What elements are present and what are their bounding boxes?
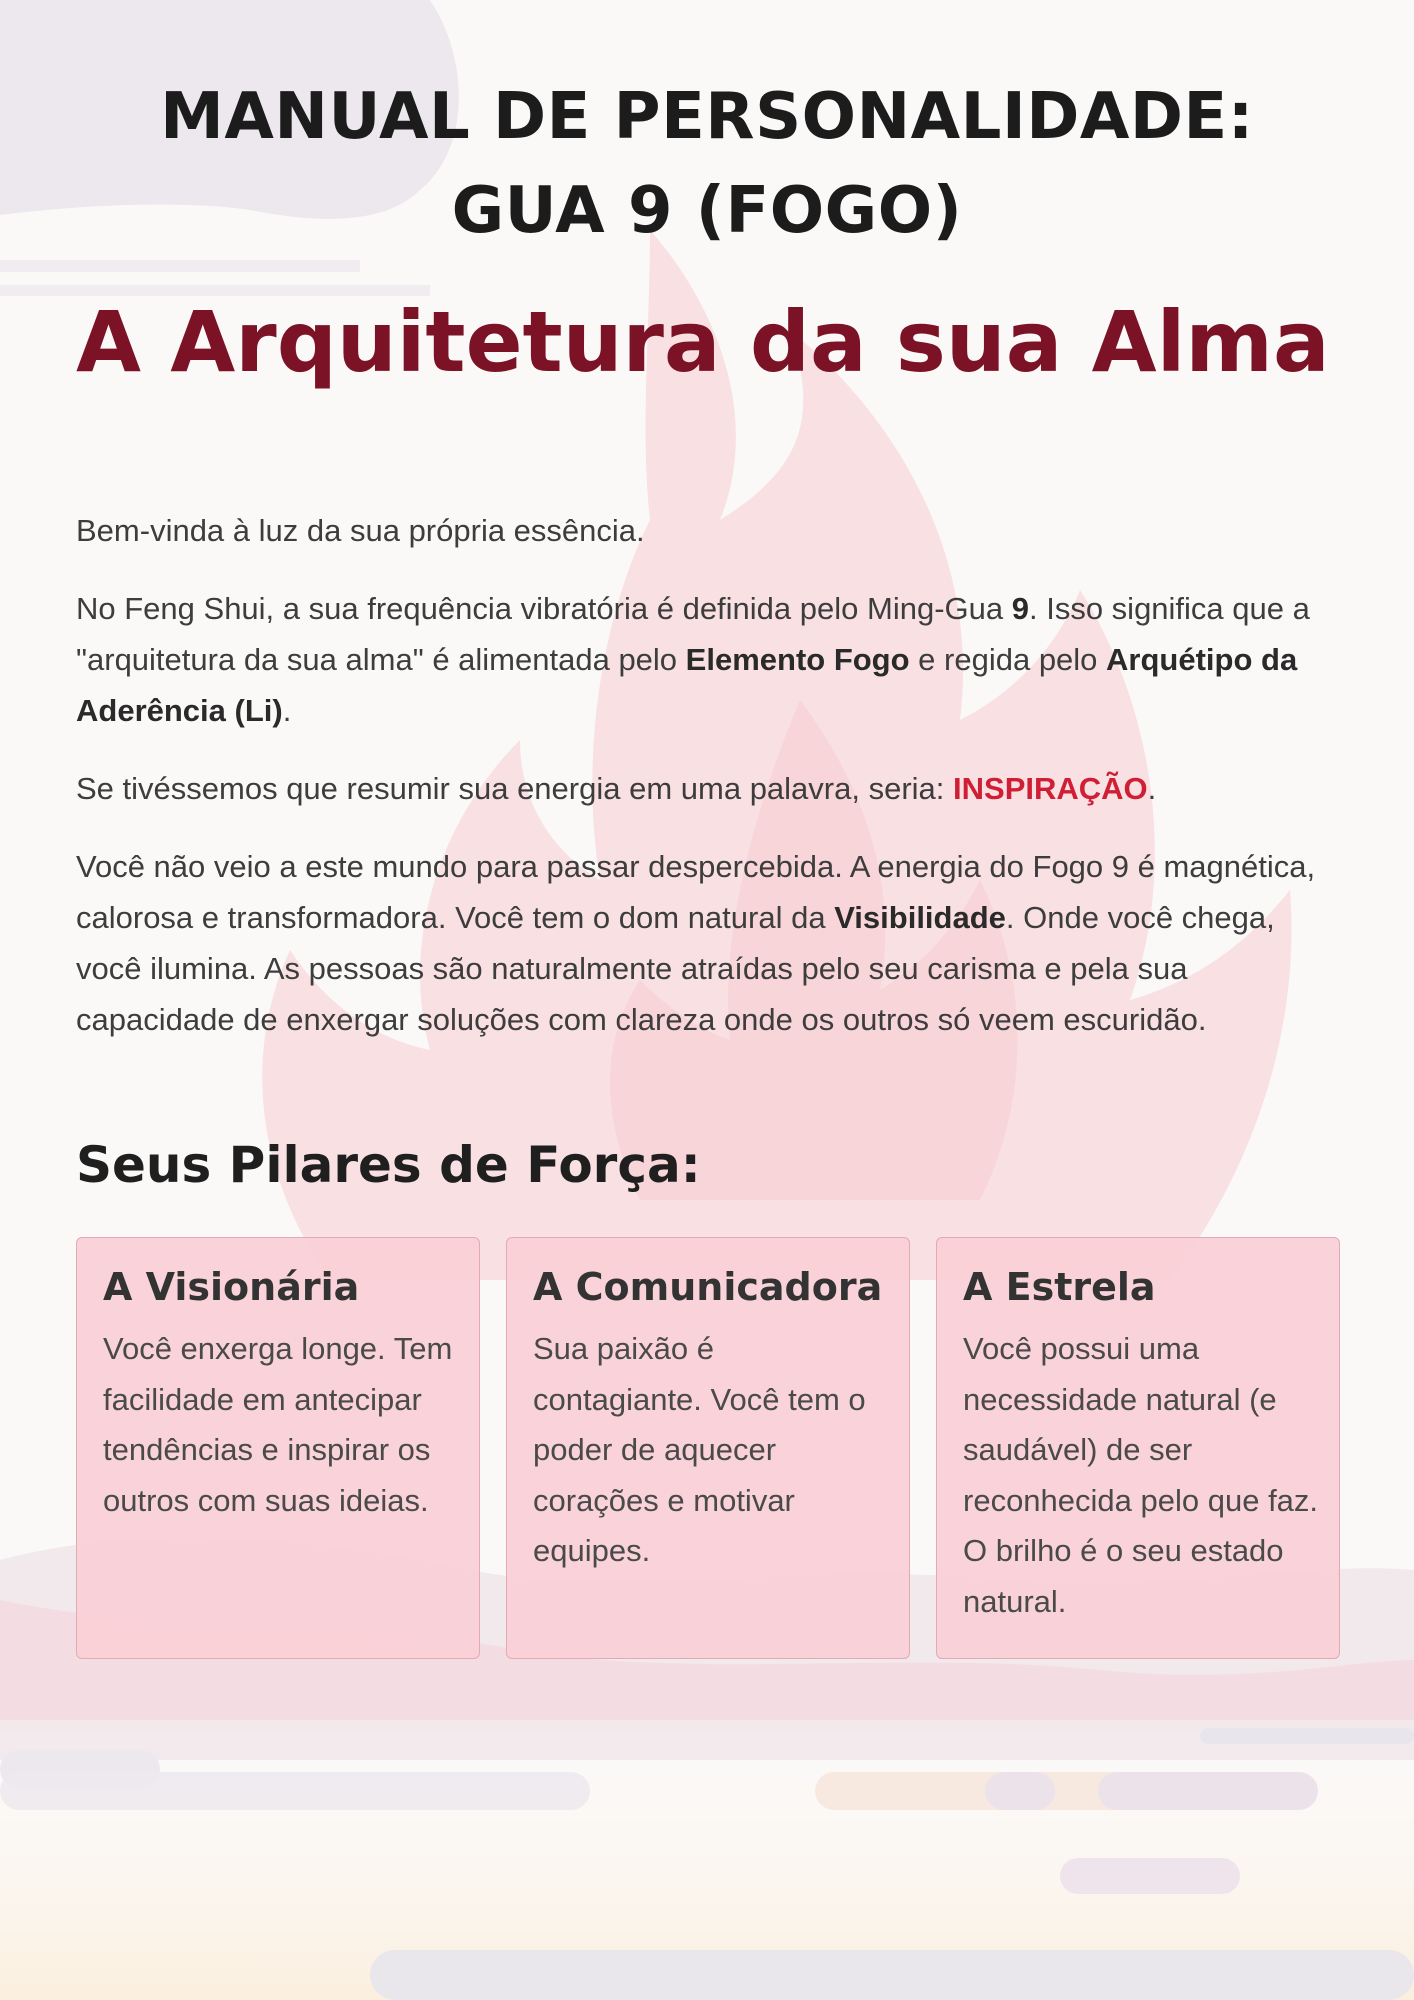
pillar-card-title: A Visionária xyxy=(103,1265,360,1309)
pillar-card-comunicadora xyxy=(506,1237,910,1659)
pillar-card-visionaria xyxy=(76,1237,480,1659)
document-title-line-1: MANUAL DE PERSONALIDADE: xyxy=(160,80,1254,154)
document-title xyxy=(77,70,1337,258)
pillar-card-text: Você possui uma necessidade natural (e saudável) de ser reconhecida pelo que faz. O brilho é o seu estado natural. xyxy=(963,1331,1319,1619)
gua-number: 9 xyxy=(1011,591,1029,626)
welcome-paragraph: Bem-vinda à luz da sua própria essência. xyxy=(76,513,645,548)
document-title-line-2: GUA 9 (FOGO) xyxy=(451,174,963,248)
page-headline: A Arquitetura da sua Alma xyxy=(76,293,1330,391)
pillar-card-text: Sua paixão é contagiante. Você tem o poder de aquecer corações e motivar equipes. xyxy=(533,1331,866,1568)
pillar-card-text: Você enxerga longe. Tem facilidade em antecipar tendências e inspirar os outros com suas ideias. xyxy=(103,1331,453,1518)
ming-gua-paragraph: No Feng Shui, a sua frequência vibratória é definida pelo Ming-Gua 9. Isso significa que a "arquitetura da sua alma" é alimentada pelo Elemento Fogo e regida pelo Arquétipo da Aderência (Li). xyxy=(76,591,1310,728)
pillars-heading: Seus Pilares de Força: xyxy=(76,1136,701,1194)
element-name: Elemento Fogo xyxy=(685,642,910,677)
energy-word-paragraph: Se tivéssemos que resumir sua energia em uma palavra, seria: INSPIRAÇÃO. xyxy=(76,771,1157,806)
pillars-card-row xyxy=(76,1237,1340,1659)
energy-word-highlight: INSPIRAÇÃO xyxy=(953,771,1148,806)
archetype-name: Arquétipo da Aderência (Li) xyxy=(76,642,1298,728)
visibility-gift: Visibilidade xyxy=(834,900,1006,935)
pillar-card-estrela xyxy=(936,1237,1340,1659)
pillar-card-title: A Estrela xyxy=(963,1265,1156,1309)
intro-text xyxy=(76,505,1346,1072)
visibility-paragraph: Você não veio a este mundo para passar despercebida. A energia do Fogo 9 é magnética, calorosa e transformadora. Você tem o dom natural da Visibilidade. Onde você chega, você ilumina. As pessoas são naturalmente atraídas pelo seu carisma e pela sua capacidade de enxergar soluções com clareza onde os outros só veem escuridão. xyxy=(76,849,1316,1037)
pillar-card-title: A Comunicadora xyxy=(533,1265,883,1309)
